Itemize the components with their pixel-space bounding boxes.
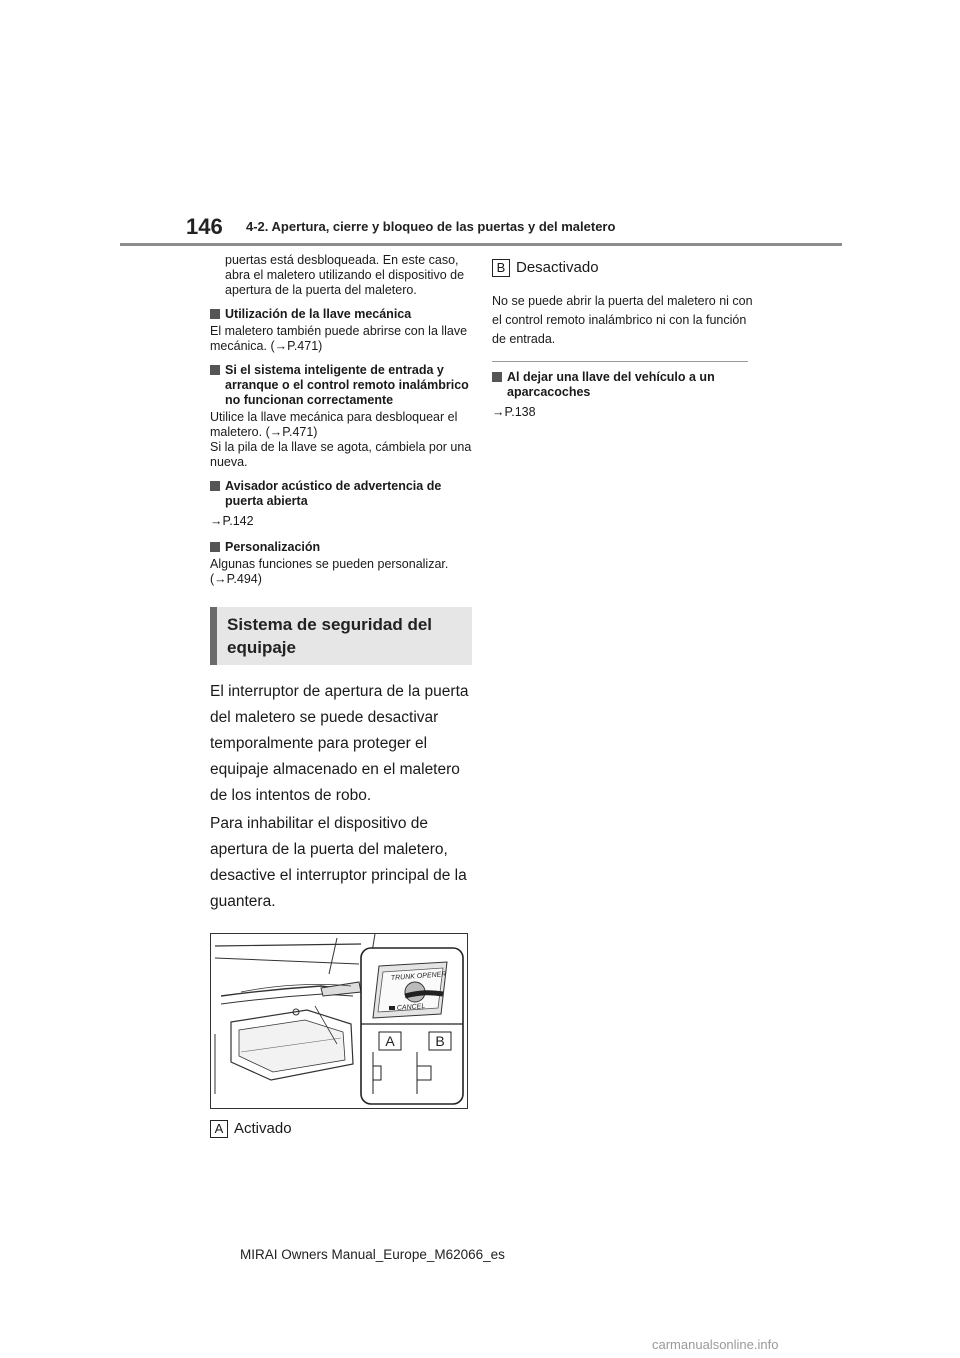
body-paragraph-1: El interruptor de apertura de la puerta del maletero se puede desactivar temporalmente para proteger el equipaje almacenado en el maletero de los intentos de robo. bbox=[210, 683, 469, 804]
item-body-mechanical-key: El maletero también puede abrirse con la llave mecánica. (→P.471) bbox=[210, 324, 468, 353]
caption-a-label: A bbox=[210, 1120, 228, 1138]
figure-label-a: A bbox=[385, 1033, 395, 1049]
square-bullet-icon bbox=[210, 309, 220, 319]
glovebox-illustration bbox=[210, 933, 468, 1109]
right-column bbox=[492, 258, 754, 431]
caption-b-label: B bbox=[492, 259, 510, 277]
item-heading-customization: Personalización bbox=[210, 540, 472, 555]
body-paragraph-2: Para inhabilitar el dispositivo de apertura de la puerta del maletero, desactive el interruptor principal de la guantera. bbox=[210, 815, 467, 910]
section-title: 4-2. Apertura, cierre y bloqueo de las puertas y del maletero bbox=[246, 219, 616, 234]
section-divider bbox=[492, 361, 748, 362]
item-body-smart-system: Utilice la llave mecánica para desbloquear el maletero. (→P.471) bbox=[210, 410, 458, 439]
switch-label-top: TRUNK OPENER bbox=[390, 971, 447, 982]
item-body-customization: Algunas funciones se pueden personalizar. (→P.494) bbox=[210, 557, 449, 586]
item-heading-mechanical-key: Utilización de la llave mecánica bbox=[210, 307, 472, 322]
page-reference-link[interactable]: →P.142 bbox=[210, 514, 254, 528]
section-heading: Sistema de seguridad del equipaje bbox=[210, 607, 472, 665]
item-body-smart-system-battery: Si la pila de la llave se agota, cámbiela por una nueva. bbox=[210, 440, 472, 469]
square-bullet-icon bbox=[492, 372, 502, 382]
switch-label-bottom: CANCEL bbox=[396, 1003, 426, 1012]
caption-a-text: Activado bbox=[234, 1120, 292, 1137]
caption-a bbox=[210, 1119, 472, 1139]
square-bullet-icon bbox=[210, 481, 220, 491]
intro-paragraph: puertas está desbloqueada. En este caso, abra el maletero utilizando el dispositivo de apertura de la puerta del maletero. bbox=[225, 253, 465, 297]
watermark: carmanualsonline.info bbox=[652, 1337, 779, 1352]
square-bullet-icon bbox=[210, 365, 220, 375]
square-bullet-icon bbox=[210, 542, 220, 552]
page-number: 146 bbox=[186, 214, 223, 239]
footer-manual-name: MIRAI Owners Manual_Europe_M62066_es bbox=[240, 1247, 505, 1262]
glovebox-drawing bbox=[211, 934, 467, 1108]
left-column bbox=[210, 253, 472, 1139]
header-rule bbox=[120, 243, 842, 246]
caption-b-text: Desactivado bbox=[516, 259, 599, 276]
page-reference-link[interactable]: →P.138 bbox=[492, 405, 536, 419]
deactivated-paragraph: No se puede abrir la puerta del maletero ni con el control remoto inalámbrico ni con la función de entrada. bbox=[492, 294, 753, 346]
item-heading-smart-system: Si el sistema inteligente de entrada y arranque o el control remoto inalámbrico no funcionan correctamente bbox=[210, 363, 472, 408]
item-heading-door-buzzer: Avisador acústico de advertencia de puerta abierta bbox=[210, 479, 472, 509]
figure-label-b: B bbox=[435, 1033, 445, 1049]
item-heading-valet: Al dejar una llave del vehículo a un aparcacoches bbox=[492, 370, 754, 400]
caption-b bbox=[492, 258, 754, 278]
